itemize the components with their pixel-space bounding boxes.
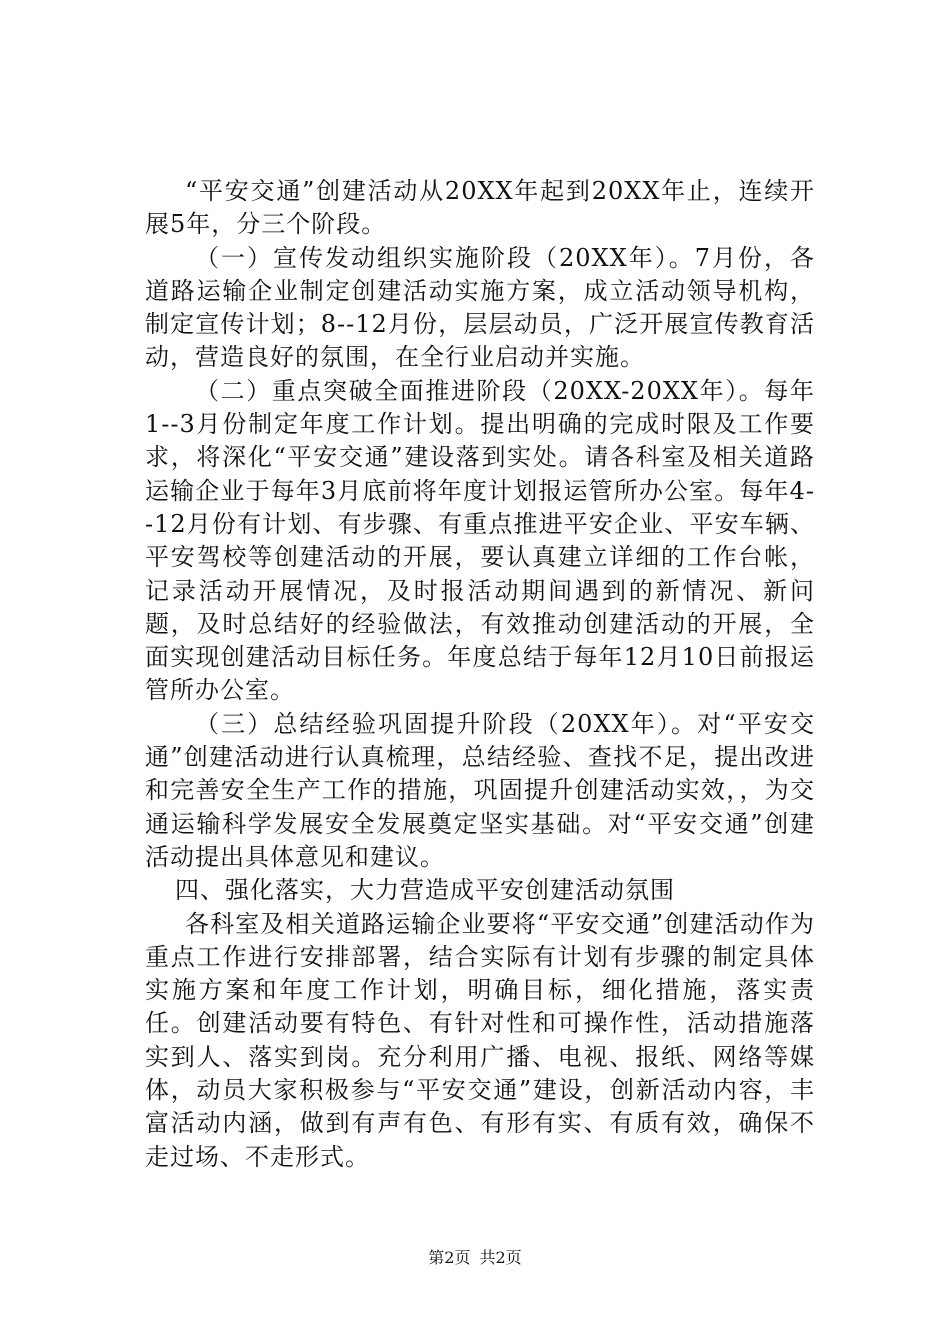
section-heading-four: 四、强化落实，大力营造成平安创建活动氛围 bbox=[175, 876, 675, 905]
paragraph-implementation: 各科室及相关道路运输企业要将“平安交通”创建活动作为重点工作进行安排部署，结合实际有计划有步骤的制定具体实施方案和年度工作计划，明确目标，细化措施，落实责任。创建活动要有特色、有针对性和可操作性，活动措施落实到人、落实到岗。充分利用广播、电视、报纸、网络等媒体，动员大家积极参与“平安交通”建设，创新活动内容，丰富活动内涵，做到有声有色、有形有实、有质有效，确保不走过场、不走形式。 bbox=[145, 909, 815, 1171]
page-total: 共2页 bbox=[479, 1248, 522, 1267]
paragraph-phases-intro: “平安交通”创建活动从20XX年起到20XX年止，连续开展5年，分三个阶段。 bbox=[145, 177, 815, 239]
page-number: 第2页 bbox=[428, 1248, 471, 1267]
document-body bbox=[145, 175, 815, 1174]
page-footer bbox=[0, 1245, 950, 1268]
paragraph-phase-two: （二）重点突破全面推进阶段（20XX-20XX年）。每年1--3月份制定年度工作计划。提出明确的完成时限及工作要求，将深化“平安交通”建设落到实处。请各科室及相关道路运输企业于每年3月底前将年度计划报运管所办公室。每年4--12月份有计划、有步骤、有重点推进平安企业、平安车辆、平安驾校等创建活动的开展，要认真建立详细的工作台帐，记录活动开展情况，及时报活动期间遇到的新情况、新问题，及时总结好的经验做法，有效推动创建活动的开展，全面实现创建活动目标任务。年度总结于每年12月10日前报运管所办公室。 bbox=[145, 376, 815, 705]
paragraph-phase-three: （三）总结经验巩固提升阶段（20XX年）。对“平安交通”创建活动进行认真梳理，总结经验、查找不足，提出改进和完善安全生产工作的措施，巩固提升创建活动实效，，为交通运输科学发展安全发展奠定坚实基础。对“平安交通”创建活动提出具体意见和建议。 bbox=[145, 709, 815, 871]
paragraph-phase-one: （一）宣传发动组织实施阶段（20XX年）。7月份，各道路运输企业制定创建活动实施方案，成立活动领导机构，制定宣传计划；8--12月份，层层动员，广泛开展宣传教育活动，营造良好的氛围，在全行业启动并实施。 bbox=[145, 243, 815, 372]
